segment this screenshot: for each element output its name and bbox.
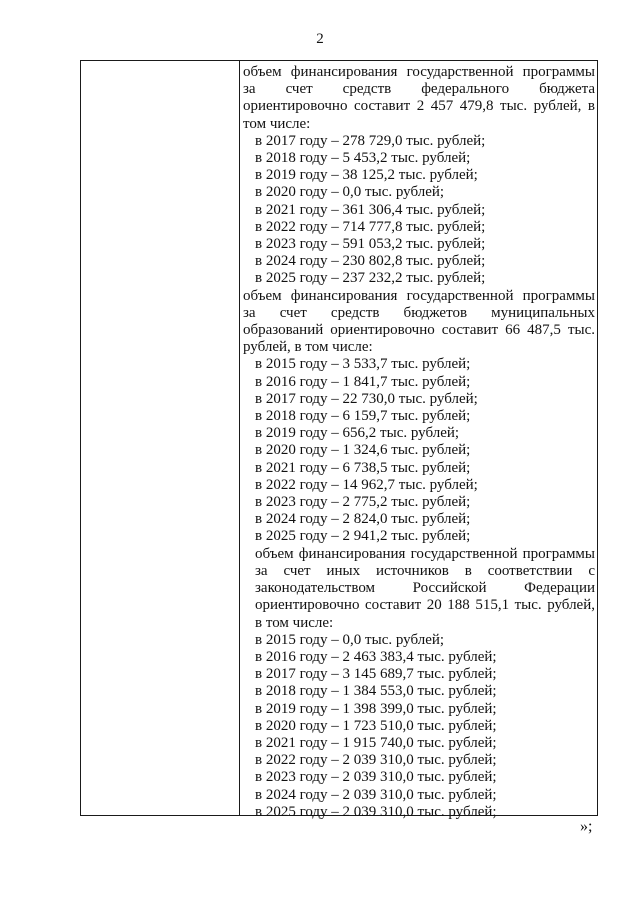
year-amount-line: в 2022 году – 14 962,7 тыс. рублей; [255,476,478,493]
other-sources-section [243,546,595,821]
year-amount-line: в 2015 году – 3 533,7 тыс. рублей; [255,356,471,373]
year-amount-line: в 2025 году – 2 039 310,0 тыс. рублей; [255,803,497,820]
year-amount-line: в 2018 году – 1 384 553,0 тыс. рублей; [255,683,497,700]
financing-cell [243,64,595,821]
year-amount-line: в 2017 году – 22 730,0 тыс. рублей; [255,390,478,407]
financing-table [80,60,598,820]
year-amount-line: в 2022 году – 714 777,8 тыс. рублей; [255,218,486,235]
year-amount-line: в 2019 году – 1 398 399,0 тыс. рублей; [255,700,497,717]
municipal-budget-section [243,288,595,546]
year-amount-line: в 2023 году – 2 775,2 тыс. рублей; [255,494,471,511]
year-amount-line: в 2021 году – 1 915 740,0 тыс. рублей; [255,734,497,751]
year-amount-line: в 2016 году – 2 463 383,4 тыс. рублей; [255,648,497,665]
year-amount-line: в 2020 году – 1 324,6 тыс. рублей; [255,442,471,459]
federal-budget-section [243,64,595,288]
year-amount-line: в 2025 году – 237 232,2 тыс. рублей; [255,270,486,287]
federal-budget-years [243,133,595,288]
year-amount-line: в 2018 году – 5 453,2 тыс. рублей; [255,150,471,167]
page-number: 2 [316,31,324,47]
year-amount-line: в 2020 году – 0,0 тыс. рублей; [255,184,445,201]
other-sources-years [243,632,595,821]
federal-budget-intro: объем финансирования государственной программы за счет средств федерального бюджета ориентировочно составит 2 457 479,8 тыс. рублей, в том числе: [243,64,595,132]
year-amount-line: в 2020 году – 1 723 510,0 тыс. рублей; [255,717,497,734]
column-divider [239,61,240,815]
year-amount-line: в 2018 году – 6 159,7 тыс. рублей; [255,408,471,425]
year-amount-line: в 2016 году – 1 841,7 тыс. рублей; [255,373,471,390]
year-amount-line: в 2017 году – 278 729,0 тыс. рублей; [255,132,486,149]
year-amount-line: в 2019 году – 38 125,2 тыс. рублей; [255,167,478,184]
year-amount-line: в 2021 году – 361 306,4 тыс. рублей; [255,201,486,218]
year-amount-line: в 2022 году – 2 039 310,0 тыс. рублей; [255,752,497,769]
municipal-budget-years [243,356,595,545]
year-amount-line: в 2023 году – 2 039 310,0 тыс. рублей; [255,769,497,786]
municipal-budget-intro: объем финансирования государственной программы за счет средств бюджетов муниципальных образований ориентировочно составит 66 487,5 тыс. рублей, в том числе: [243,287,595,356]
year-amount-line: в 2024 году – 2 824,0 тыс. рублей; [255,511,471,528]
year-amount-line: в 2019 году – 656,2 тыс. рублей; [255,425,460,442]
year-amount-line: в 2017 году – 3 145 689,7 тыс. рублей; [255,666,497,683]
year-amount-line: в 2021 году – 6 738,5 тыс. рублей; [255,459,471,476]
year-amount-line: в 2024 году – 230 802,8 тыс. рублей; [255,253,486,270]
other-sources-intro: объем финансирования государственной программы за счет иных источников в соответствии с законодательством Российской Федерации ориентировочно составит 20 188 515,1 тыс. рублей, в том числе: [255,545,595,631]
year-amount-line: в 2023 году – 591 053,2 тыс. рублей; [255,236,486,253]
year-amount-line: в 2015 году – 0,0 тыс. рублей; [255,631,445,648]
year-amount-line: в 2024 году – 2 039 310,0 тыс. рублей; [255,786,497,803]
closing-quote: »; [580,818,593,835]
year-amount-line: в 2025 году – 2 941,2 тыс. рублей; [255,528,471,545]
